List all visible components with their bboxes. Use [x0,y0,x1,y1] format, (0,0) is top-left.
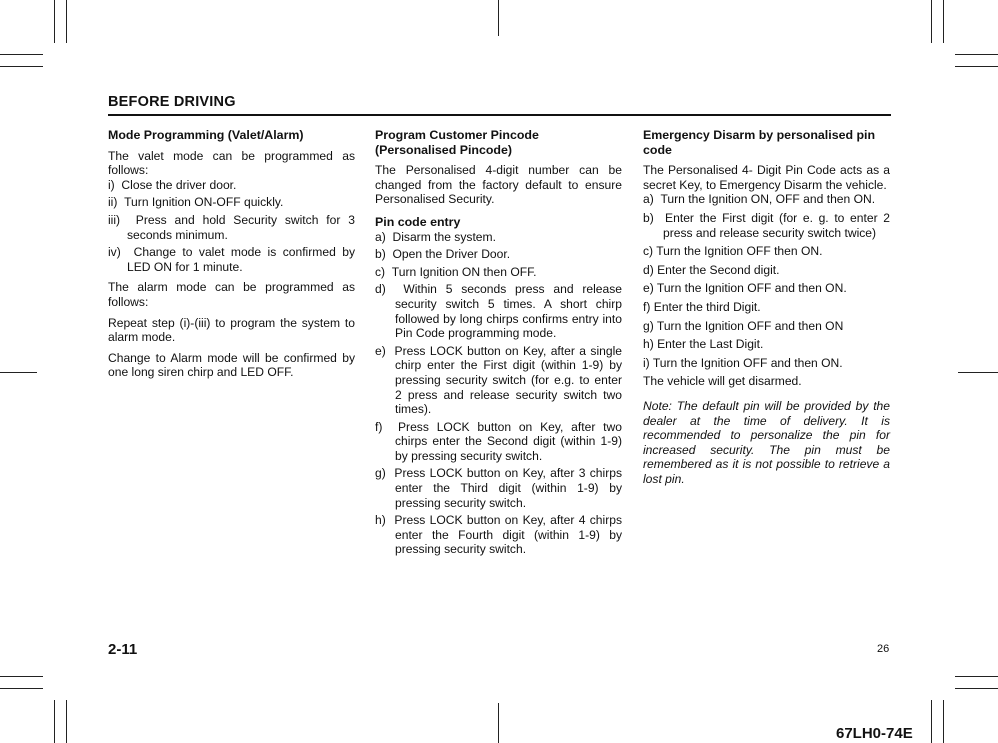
crop-mark [498,703,499,743]
pin-step: f) Press LOCK button on Key, after two chirps enter the Second digit (within 1-9) by pressing security switch. [375,419,622,463]
crop-mark [931,700,932,743]
pincode-heading: Program Customer Pincode (Personalised Pincode) [375,128,539,157]
emergency-step: i) Turn the Ignition OFF and then ON. [643,355,843,370]
alarm-repeat: Repeat step (i)-(iii) to program the system to alarm mode. [108,315,355,345]
pin-step: b) Open the Driver Door. [375,247,511,262]
emergency-step: h) Enter the Last Digit. [643,337,764,352]
crop-mark [66,700,67,743]
emergency-step: The vehicle will get disarmed. [643,374,802,389]
crop-mark [943,0,944,43]
valet-step: iv) Change to valet mode is confirmed by LED ON for 1 minute. [108,245,355,274]
column-mode-programming [108,128,355,386]
crop-mark [955,688,998,689]
page-number: 2-11 [108,641,138,658]
crop-mark [0,676,43,677]
valet-step: iii) Press and hold Security switch for 3 seconds minimum. [108,212,355,242]
emergency-heading: Emergency Disarm by personalised pin code [643,128,876,157]
emergency-intro: The Personalised 4- Digit Pin Code acts as a secret Key, to Emergency Disarm the vehicle. [643,163,890,192]
pin-step: c) Turn Ignition ON then OFF. [375,264,537,279]
crop-mark [0,688,43,689]
header-rule [108,114,891,116]
crop-mark [54,700,55,743]
column-emergency-disarm [643,128,890,492]
crop-mark [0,54,43,55]
pin-step: d) Within 5 seconds press and release security switch 5 times. A short chirp followed by long chirps confirms entry into Pin Code programming mode. [375,282,622,341]
crop-mark [943,700,944,743]
emergency-steps [643,192,890,389]
pin-step: g) Press LOCK button on Key, after 3 chirps enter the Third digit (within 1-9) by pressing security switch. [375,466,622,510]
emergency-step: b) Enter the First digit (for e. g. to enter 2 press and release security switch twice) [643,210,890,240]
crop-mark [0,66,43,67]
crop-mark [498,0,499,36]
emergency-step: c) Turn the Ignition OFF then ON. [643,244,823,259]
emergency-step: a) Turn the Ignition ON, OFF and then ON. [643,192,876,207]
pin-step: a) Disarm the system. [375,229,496,244]
pincode-intro: The Personalised 4-digit number can be changed from the factory default to ensure Personalised Security. [375,163,622,207]
pin-step: e) Press LOCK button on Key, after a single chirp enter the First digit (within 1-9) by pressing security switch (for e.g. to enter 2 press and release security switch two times). [375,343,622,417]
section-title: BEFORE DRIVING [108,94,236,110]
document-code: 67LH0-74E [836,725,913,742]
valet-intro: The valet mode can be programmed as follows: [108,148,355,178]
crop-mark [66,0,67,43]
crop-mark [955,676,998,677]
pin-step: h) Press LOCK button on Key, after 4 chirps enter the Fourth digit (within 1-9) by pressing security switch. [375,513,622,557]
emergency-step: e) Turn the Ignition OFF and then ON. [643,281,847,296]
valet-step: i) Close the driver door. [108,177,237,192]
valet-step: ii) Turn Ignition ON-OFF quickly. [108,195,284,210]
default-pin-note: Note: The default pin will be provided by the dealer at the time of delivery. It is recommended to personalize the pin for increased security. The pin must be remembered as it is not possible to retrieve a lost pin. [643,398,890,486]
alarm-intro: The alarm mode can be programmed as follows: [108,280,355,309]
valet-steps [108,178,355,275]
crop-mark [958,372,998,373]
crop-mark [931,0,932,43]
crop-mark [0,372,37,373]
pin-entry-heading: Pin code entry [375,214,461,229]
mode-programming-heading: Mode Programming (Valet/Alarm) [108,128,304,142]
pin-entry-steps [375,230,622,557]
column-pincode [375,128,622,563]
page-index: 26 [877,643,890,655]
crop-mark [955,66,998,67]
crop-mark [54,0,55,43]
crop-mark [955,54,998,55]
emergency-step: d) Enter the Second digit. [643,262,780,277]
emergency-step: g) Turn the Ignition OFF and then ON [643,318,844,333]
emergency-step: f) Enter the third Digit. [643,299,761,314]
alarm-confirm: Change to Alarm mode will be confirmed by one long siren chirp and LED OFF. [108,350,355,380]
